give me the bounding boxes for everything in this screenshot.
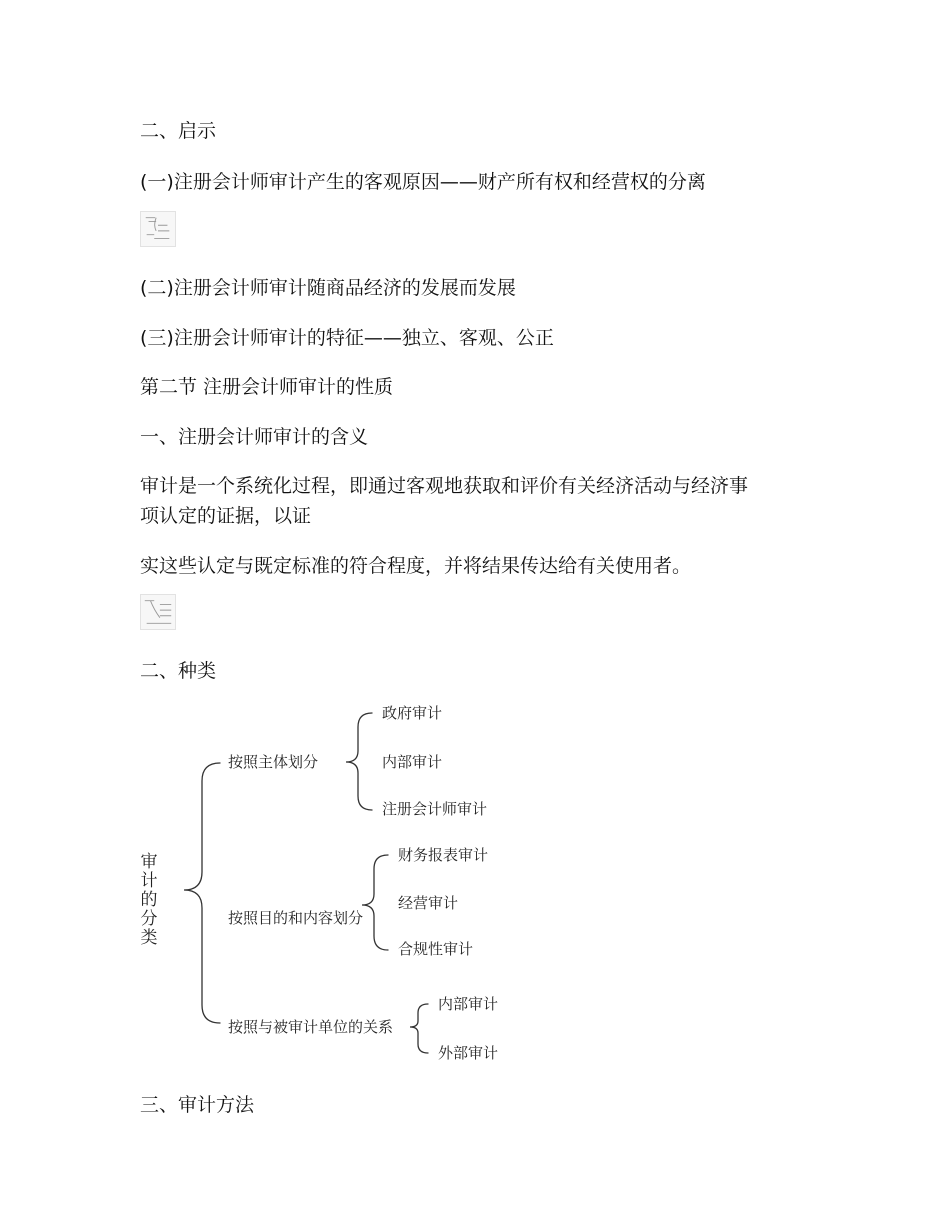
branch-by-subject: 按照主体划分 [228, 753, 319, 771]
branch1-bracket [346, 713, 372, 810]
root-label-audit-classification: 审计的分类 [140, 852, 158, 948]
heading-inspiration: 二、启示 [140, 120, 217, 142]
leaf-cpa-audit: 注册会计师审计 [382, 800, 488, 818]
leaf-operational-audit: 经营审计 [398, 894, 459, 912]
heading-audit-methods: 三、审计方法 [140, 1094, 255, 1116]
definition-line-3: 实这些认定与既定标准的符合程度，并将结果传达给有关使用者。 [140, 555, 692, 577]
branch-by-relationship: 按照与被审计单位的关系 [228, 1018, 394, 1036]
image-thumbnail-2 [140, 594, 176, 630]
audit-classification-diagram [138, 695, 518, 1075]
branch-by-purpose: 按照目的和内容划分 [228, 909, 364, 927]
leaf-internal-audit-2: 内部审计 [438, 995, 499, 1013]
point-3: (三)注册会计师审计的特征——独立、客观、公正 [140, 327, 554, 349]
leaf-external-audit: 外部审计 [438, 1044, 499, 1062]
heading-types: 二、种类 [140, 660, 217, 682]
definition-line-2: 项认定的证据，以证 [140, 505, 312, 527]
branch2-bracket [362, 855, 388, 950]
leaf-internal-audit-1: 内部审计 [382, 753, 443, 771]
leaf-compliance-audit: 合规性审计 [398, 940, 474, 958]
leaf-government-audit: 政府审计 [382, 704, 443, 722]
section-title: 第二节 注册会计师审计的性质 [140, 376, 394, 398]
leaf-financial-statement-audit: 财务报表审计 [398, 846, 489, 864]
point-2: (二)注册会计师审计随商品经济的发展而发展 [140, 277, 516, 299]
image-thumbnail-1 [140, 211, 176, 247]
point-1: (一)注册会计师审计产生的客观原因——财产所有权和经营权的分离 [140, 171, 706, 193]
heading-meaning: 一、注册会计师审计的含义 [140, 426, 369, 448]
definition-line-1: 审计是一个系统化过程，即通过客观地获取和评价有关经济活动与经济事 [140, 475, 749, 497]
main-bracket [184, 763, 220, 1023]
branch3-bracket [410, 1004, 428, 1053]
